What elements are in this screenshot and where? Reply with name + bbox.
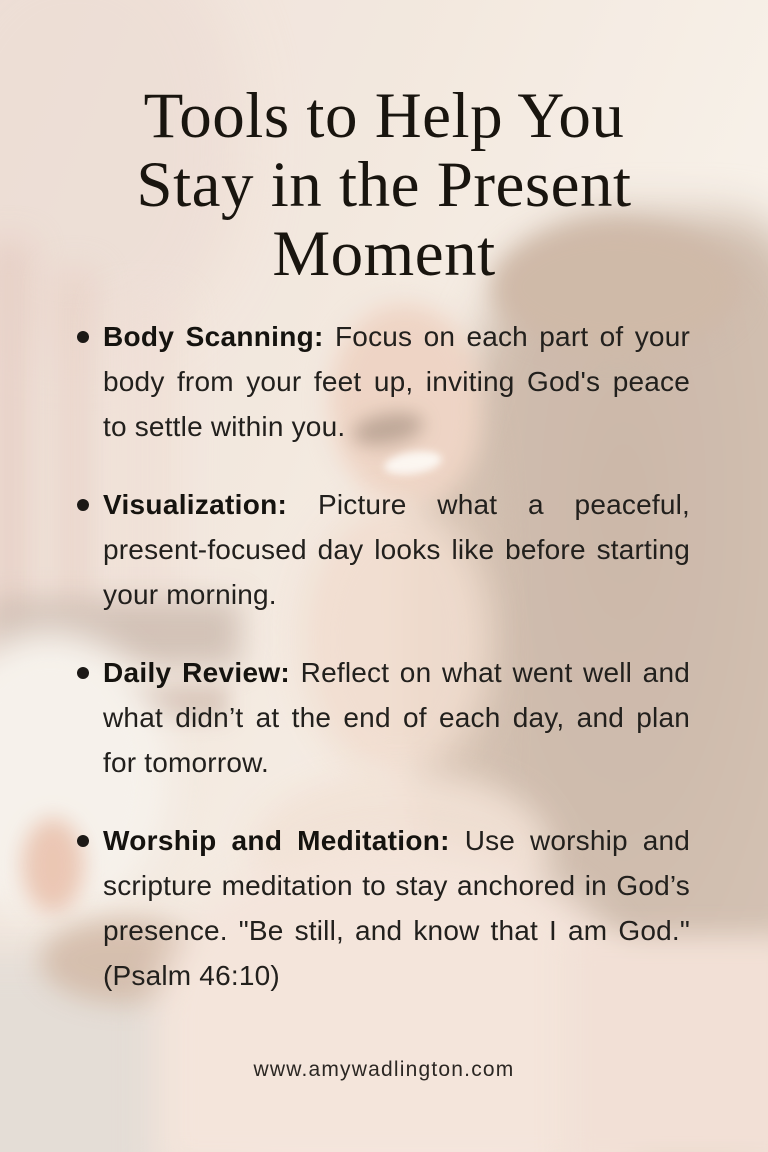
bullet-text [103, 482, 690, 617]
bullet-icon [77, 331, 89, 343]
list-item-visualization [77, 482, 690, 617]
title-line-1: Tools to Help You [143, 80, 625, 152]
bullet-label: Body Scanning: [103, 321, 324, 352]
page-title [0, 82, 768, 289]
bullet-label: Worship and Meditation: [103, 825, 450, 856]
bullet-label: Visualization: [103, 489, 288, 520]
bullet-body: Reflect on what went well and what didn’t at the end of each day, and plan for tomorrow. [103, 657, 690, 778]
bullet-text [103, 650, 690, 785]
bullet-icon [77, 835, 89, 847]
tools-list [77, 314, 690, 1031]
list-item-daily-review [77, 650, 690, 785]
title-line-3: Moment [272, 218, 496, 290]
website-url: www.amywadlington.com [253, 1058, 515, 1081]
bullet-body: Use worship and scripture meditation to stay anchored in God’s presence. "Be still, and know that I am God." (Psalm 46:10) [103, 825, 691, 991]
bullet-text [103, 818, 690, 998]
list-item-body-scanning [77, 314, 690, 449]
bullet-body: Picture what a peaceful, present-focused day looks like before starting your morning. [103, 489, 690, 610]
bullet-label: Daily Review: [103, 657, 291, 688]
title-line-2: Stay in the Present [136, 149, 632, 221]
bullet-icon [77, 499, 89, 511]
bullet-body: Focus on each part of your body from your feet up, inviting God's peace to settle within you. [103, 321, 690, 442]
list-item-worship-meditation [77, 818, 690, 998]
bullet-icon [77, 667, 89, 679]
bullet-text [103, 314, 690, 449]
